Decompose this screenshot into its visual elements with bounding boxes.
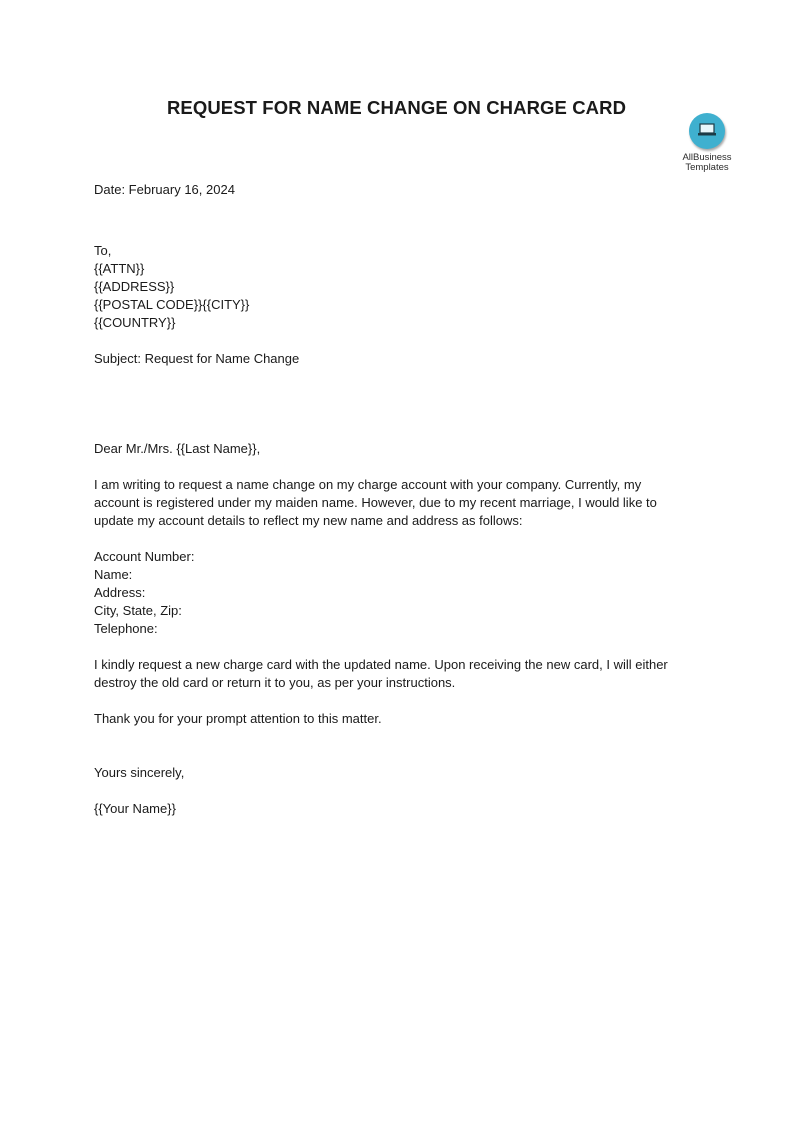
field-label: City, State, Zip: (94, 603, 182, 618)
salutation: Dear Mr./Mrs. {{Last Name}}, (94, 441, 261, 456)
paragraph-line: I am writing to request a name change on my charge account with your company. Currently, my (94, 477, 642, 492)
field-label: Name: (94, 567, 133, 582)
recipient-line: {{ADDRESS}} (94, 279, 175, 294)
paragraph-line: I kindly request a new charge card with the updated name. Upon receiving the new card, I will either (94, 657, 668, 672)
recipient-block (94, 242, 714, 332)
logo-text-line2: Templates (685, 162, 729, 173)
paragraph-intro (94, 476, 714, 530)
subject-line: Subject: Request for Name Change (94, 351, 300, 366)
closing: Yours sincerely, (94, 765, 185, 780)
document-title: REQUEST FOR NAME CHANGE ON CHARGE CARD (166, 97, 627, 118)
account-fields (94, 548, 714, 638)
letter-body (94, 181, 714, 818)
laptop-icon (697, 122, 717, 138)
date-line: Date: February 16, 2024 (94, 182, 235, 197)
recipient-line: {{COUNTRY}} (94, 315, 176, 330)
paragraph-request (94, 656, 714, 692)
recipient-line: {{ATTN}} (94, 261, 145, 276)
paragraph-line: account is registered under my maiden name. However, due to my recent marriage, I would like to (94, 495, 657, 510)
field-label: Telephone: (94, 621, 158, 636)
recipient-line: {{POSTAL CODE}}{{CITY}} (94, 297, 250, 312)
company-logo (670, 113, 744, 173)
field-label: Account Number: (94, 549, 195, 564)
logo-badge (689, 113, 725, 149)
logo-text-line1: AllBusiness (682, 152, 732, 163)
paragraph-thanks: Thank you for your prompt attention to this matter. (94, 711, 382, 726)
signature: {{Your Name}} (94, 801, 176, 816)
paragraph-line: destroy the old card or return it to you, as per your instructions. (94, 675, 456, 690)
paragraph-line: update my account details to reflect my new name and address as follows: (94, 513, 523, 528)
field-label: Address: (94, 585, 146, 600)
recipient-line: To, (94, 243, 112, 258)
